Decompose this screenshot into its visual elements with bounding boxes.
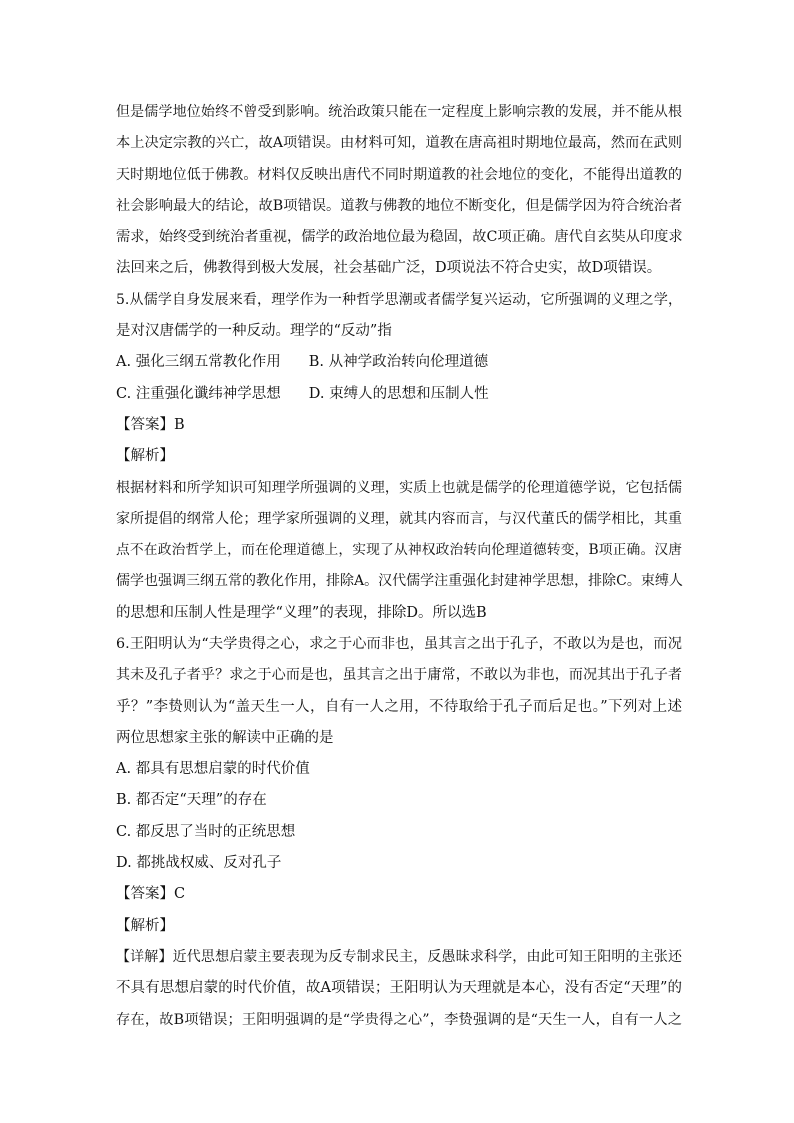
analysis-line: 儒学也强调三纲五常的教化作用，排除A。汉代儒学注重强化封建神学思想，排除C。束缚人 [116,573,683,590]
question-stem-line: 乎？”李贽则认为“盖天生一人，自有一人之用，不待取给于孔子而后足也。”下列对上述 [116,698,682,715]
option-c: C. 都反思了当时的正统思想 [116,823,296,840]
text-line: 法回来之后，佛教得到极大发展，社会基础广泛，D项说法不符合史实，故D项错误。 [116,260,662,277]
analysis-line: 【详解】近代思想启蒙主要表现为反专制求民主，反愚昧求科学，由此可知王阳明的主张还 [116,948,682,965]
analysis-line: 点不在政治哲学上，而在伦理道德上，实现了从神权政治转向伦理道德转变，B项正确。汉唐 [116,542,682,559]
analysis-line: 不具有思想启蒙的时代价值，故A项错误；王阳明认为天理就是本心，没有否定“天理”的 [116,980,682,997]
analysis-line: 家所提倡的纲常人伦；理学家所强调的义理，就其内容而言，与汉代董氏的儒学相比，其重 [116,510,682,527]
option-a: A. 强化三纲五常教化作用 [116,354,281,371]
prev-analysis [116,97,682,285]
option-d: D. 束缚人的思想和压制人性 [308,385,489,402]
question-5 [116,285,682,629]
text-line: 本上决定宗教的兴亡，故A项错误。由材料可知，道教在唐高祖时期地位最高，然而在武则 [116,135,683,152]
analysis-label: 【解析】 [116,448,174,465]
text-line: 需求，始终受到统治者重视，儒学的政治地位最为稳固，故C项正确。唐代自玄奘从印度求 [116,229,683,246]
option-row [116,347,682,378]
question-6 [116,629,682,1036]
analysis-line: 存在，故B项错误；王阳明强调的是“学贵得之心”，李贽强调的是“天生一人，自有一人之 [116,1011,682,1028]
option-b: B. 都否定“天理”的存在 [116,792,267,809]
option-b: B. 从神学政治转向伦理道德 [308,354,489,371]
text-line: 社会影响最大的结论，故B项错误。道教与佛教的地位不断变化，但是儒学因为符合统治者 [116,197,683,214]
option-a: A. 都具有思想启蒙的时代价值 [116,761,310,778]
answer: 【答案】C [116,886,186,903]
text-line: 但是儒学地位始终不曾受到影响。统治政策只能在一定程度上影响宗教的发展，并不能从根 [116,104,682,120]
text-line: 天时期地位低于佛教。材料仅反映出唐代不同时期道教的社会地位的变化，不能得出道教的 [116,166,682,183]
option-c: C. 注重强化谶纬神学思想 [116,385,281,402]
answer: 【答案】B [116,416,185,433]
analysis-line: 根据材料和所学知识可知理学所强调的义理，实质上也就是儒学的伦理道德学说，它包括儒 [116,479,682,496]
question-stem-line: 6.王阳明认为“夫学贵得之心，求之于心而非也，虽其言之出于孔子，不敢以为是也，而况 [116,636,682,652]
option-d: D. 都挑战权威、反对孔子 [116,855,282,872]
question-stem-line: 其未及孔子者乎？求之于心而是也，虽其言之出于庸常，不敢以为非也，而况其出于孔子者 [116,667,682,684]
question-stem-line: 5.从儒学自身发展来看，理学作为一种哲学思潮或者儒学复兴运动，它所强调的义理之学， [116,291,682,308]
option-row [116,379,682,410]
analysis-line: 的思想和压制人性是理学“义理”的表现，排除D。所以选B [116,604,487,621]
question-stem-line: 是对汉唐儒学的一种反动。理学的“反动”指 [116,323,392,340]
question-stem-line: 两位思想家主张的解读中正确的是 [116,729,334,746]
analysis-label: 【解析】 [116,917,174,934]
